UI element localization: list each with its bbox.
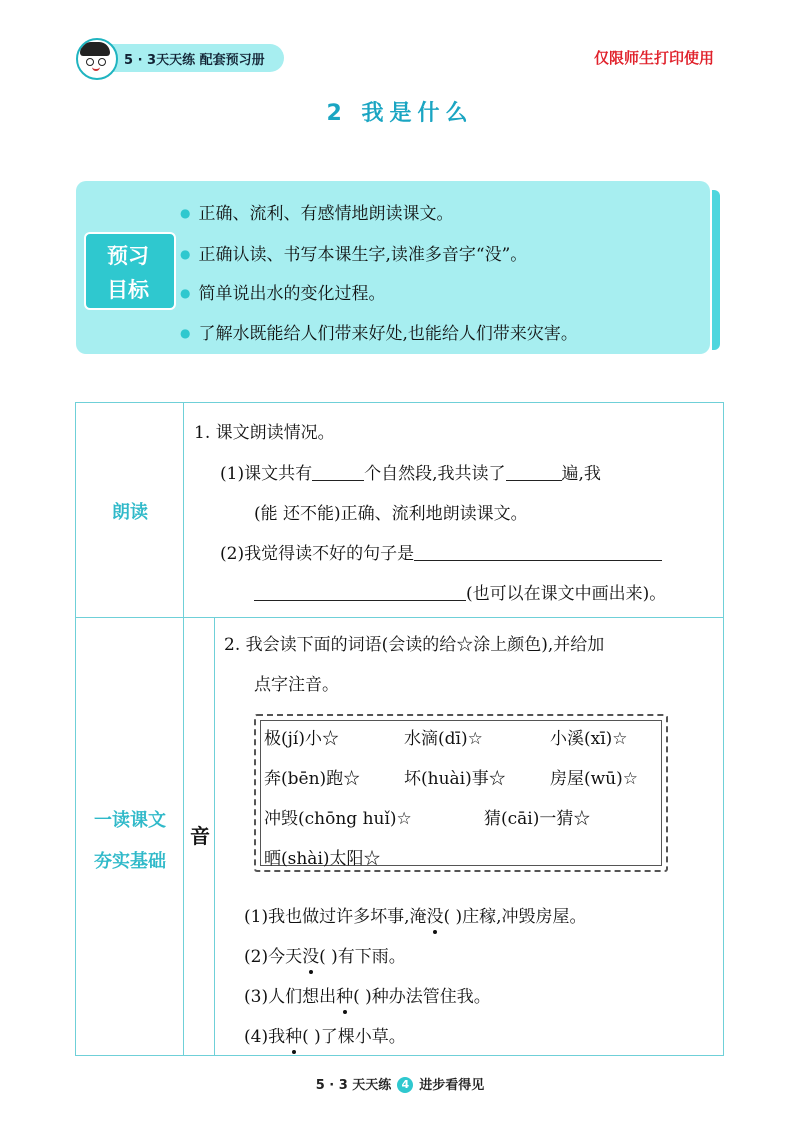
badge-line2: 目标 [107,278,149,302]
word-item[interactable]: 猜(cāi)一猜☆ [484,809,591,829]
bullet-icon: ● [180,247,191,261]
dotted-char: 种 [336,982,353,1007]
blank-read-times[interactable] [506,480,562,481]
sentence-2: (2)今天没( )有下雨。 [244,942,406,967]
question-2-title-cont: 点字注音。 [254,675,339,695]
dotted-char: 没 [426,902,443,927]
word-item[interactable]: 冲毁(chōng huǐ)☆ [264,809,412,829]
page-number: 4 [397,1077,413,1093]
word-item[interactable]: 小溪(xī)☆ [550,729,628,749]
bullet-icon: ● [180,286,191,300]
section-reading-label: 朗读 [112,502,148,523]
page-footer [0,1074,800,1093]
dotted-char: 种 [285,1022,302,1047]
header-print-notice: 仅限师生打印使用 [594,49,715,67]
question-1-1: (1)课文共有 个自然段,我共读了 遍,我 [220,464,601,484]
sentence-3: (3)人们想出种( )种办法管住我。 [244,982,491,1007]
pronunciation-label: 音 [190,824,210,848]
word-item[interactable]: 坏(huài)事☆ [404,769,506,789]
footer-series: 5 · 3 天天练 [315,1078,392,1093]
page-title: 2 我是什么 [326,101,474,126]
table-divider [214,617,215,1056]
question-1-2-cont: (也可以在课文中画出来)。 [254,579,666,604]
goals-box-edge [712,190,720,350]
blank-hard-sentence[interactable] [414,560,662,561]
table-divider [75,617,724,618]
bullet-icon: ● [180,206,191,220]
question-1-2: (2)我觉得读不好的句子是 [220,539,662,564]
mascot-icon [76,38,118,80]
preview-goals-badge [84,232,176,310]
bullet-icon: ● [180,326,191,340]
sentence-1: (1)我也做过许多坏事,淹没( )庄稼,冲毁房屋。 [244,902,587,927]
goal-item: ● 简单说出水的变化过程。 [180,284,386,304]
goal-item: ● 了解水既能给人们带来好处,也能给人们带来灾害。 [180,324,578,344]
question-1-1-choice: (能 还不能)正确、流利地朗读课文。 [254,504,528,524]
badge-line1: 预习 [107,244,149,268]
section-basics-label-2: 夯实基础 [94,851,166,872]
goal-item: ● 正确、流利、有感情地朗读课文。 [180,204,454,224]
blank-hard-sentence-2[interactable] [254,600,466,601]
word-item[interactable]: 晒(shài)太阳☆ [264,849,381,869]
blank-paragraph-count[interactable] [312,480,364,481]
word-item[interactable]: 水滴(dī)☆ [404,729,483,749]
word-item[interactable]: 极(jí)小☆ [264,729,339,749]
word-item[interactable]: 房屋(wū)☆ [550,769,639,789]
word-item[interactable]: 奔(bēn)跑☆ [264,769,361,789]
header-series-title: 5 · 3天天练 配套预习册 [124,53,265,68]
sentence-4: (4)我种( )了棵小草。 [244,1022,406,1047]
footer-slogan: 进步看得见 [419,1078,485,1093]
section-basics-label-1: 一读课文 [94,810,166,831]
dotted-char: 没 [302,942,319,967]
table-divider [183,402,184,1056]
question-2-title: 2. 我会读下面的词语(会读的给☆涂上颜色),并给加 [224,635,605,655]
goal-item: ● 正确认读、书写本课生字,读准多音字“没”。 [180,245,528,265]
question-1-title: 1. 课文朗读情况。 [194,423,335,443]
